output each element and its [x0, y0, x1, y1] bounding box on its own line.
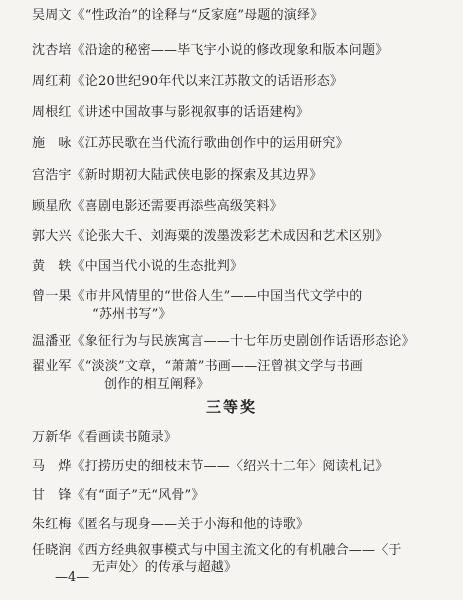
work-title-continuation: 无声处〉的传承与超越》	[92, 560, 238, 575]
work-title: 《“淡淡”文章，“萧萧”书画——汪曾祺文学与书画	[71, 359, 363, 374]
award-entry	[32, 136, 349, 152]
author-name: 马 烨	[32, 459, 72, 474]
author-name: 朱红梅	[32, 517, 72, 532]
section-heading: 三等奖	[205, 398, 257, 416]
author-name: 任晓润	[32, 543, 72, 558]
award-entry	[32, 334, 415, 350]
award-entry	[32, 43, 388, 59]
author-name: 温潘亚	[32, 334, 72, 349]
award-entry	[32, 8, 323, 24]
author-name: 周红莉	[32, 74, 72, 89]
work-title: 《沿途的秘密——毕飞宇小说的修改现象和版本问题》	[71, 43, 389, 58]
author-name: 万新华	[32, 430, 72, 445]
author-name: 周根红	[32, 105, 72, 120]
work-title: 《喜剧电影还需要再添些高级笑料》	[71, 199, 283, 214]
award-entry	[32, 168, 322, 184]
award-entry	[32, 430, 177, 446]
author-name: 甘 锋	[32, 488, 72, 503]
work-title: 《论20世纪90年代以来江苏散文的话语形态》	[71, 74, 344, 89]
work-title: 《象征行为与民族寓言——十七年历史剧创作话语形态论》	[71, 334, 415, 349]
author-name: 沈杏培	[32, 43, 72, 58]
award-entry	[32, 259, 243, 275]
work-title: 《中国当代小说的生态批判》	[71, 259, 244, 274]
work-title: 《新时期初大陆武侠电影的探索及其边界》	[71, 168, 323, 183]
work-title: 《西方经典叙事模式与中国主流文化的有机融合——〈于	[71, 543, 402, 558]
page-number: —4—	[55, 570, 90, 585]
author-name: 吴周文	[32, 8, 72, 23]
work-title: 《江苏民歌在当代流行歌曲创作中的运用研究》	[71, 136, 349, 151]
award-entry	[32, 105, 309, 121]
award-entry	[32, 74, 343, 90]
award-entry	[32, 289, 363, 305]
author-name: 郭大兴	[32, 229, 72, 244]
work-title-continuation: “苏州书写”》	[92, 307, 172, 322]
work-title: 《“性政治”的诠释与“反家庭”母题的演绎》	[71, 8, 324, 23]
work-title: 《讲述中国故事与影视叙事的话语建构》	[71, 105, 310, 120]
author-name: 顾星欣	[32, 199, 72, 214]
work-title: 《市井风情里的“世俗人生”——中国当代文学中的	[71, 289, 363, 304]
award-entry	[32, 359, 363, 375]
work-title-continuation: 创作的相互阐释》	[104, 377, 210, 392]
work-title: 《匿名与现身——关于小海和他的诗歌》	[71, 517, 310, 532]
work-title: 《看画读书随录》	[71, 430, 178, 445]
award-entry	[32, 229, 388, 245]
work-title: 《打捞历史的细枝末节——〈绍兴十二年〉阅读札记》	[71, 459, 389, 474]
author-name: 翟业军	[32, 359, 72, 374]
work-title: 《有“面子”无“风骨”》	[71, 488, 205, 503]
author-name: 曾一果	[32, 289, 72, 304]
award-entry	[32, 459, 388, 475]
author-name: 宫浩宇	[32, 168, 72, 183]
award-entry	[32, 543, 402, 559]
award-entry	[32, 199, 283, 215]
author-name: 黄 轶	[32, 259, 72, 274]
award-entry	[32, 517, 309, 533]
author-name: 施 咏	[32, 136, 72, 151]
award-entry	[32, 488, 205, 504]
work-title: 《论张大千、刘海粟的泼墨泼彩艺术成因和艺术区别》	[71, 229, 389, 244]
